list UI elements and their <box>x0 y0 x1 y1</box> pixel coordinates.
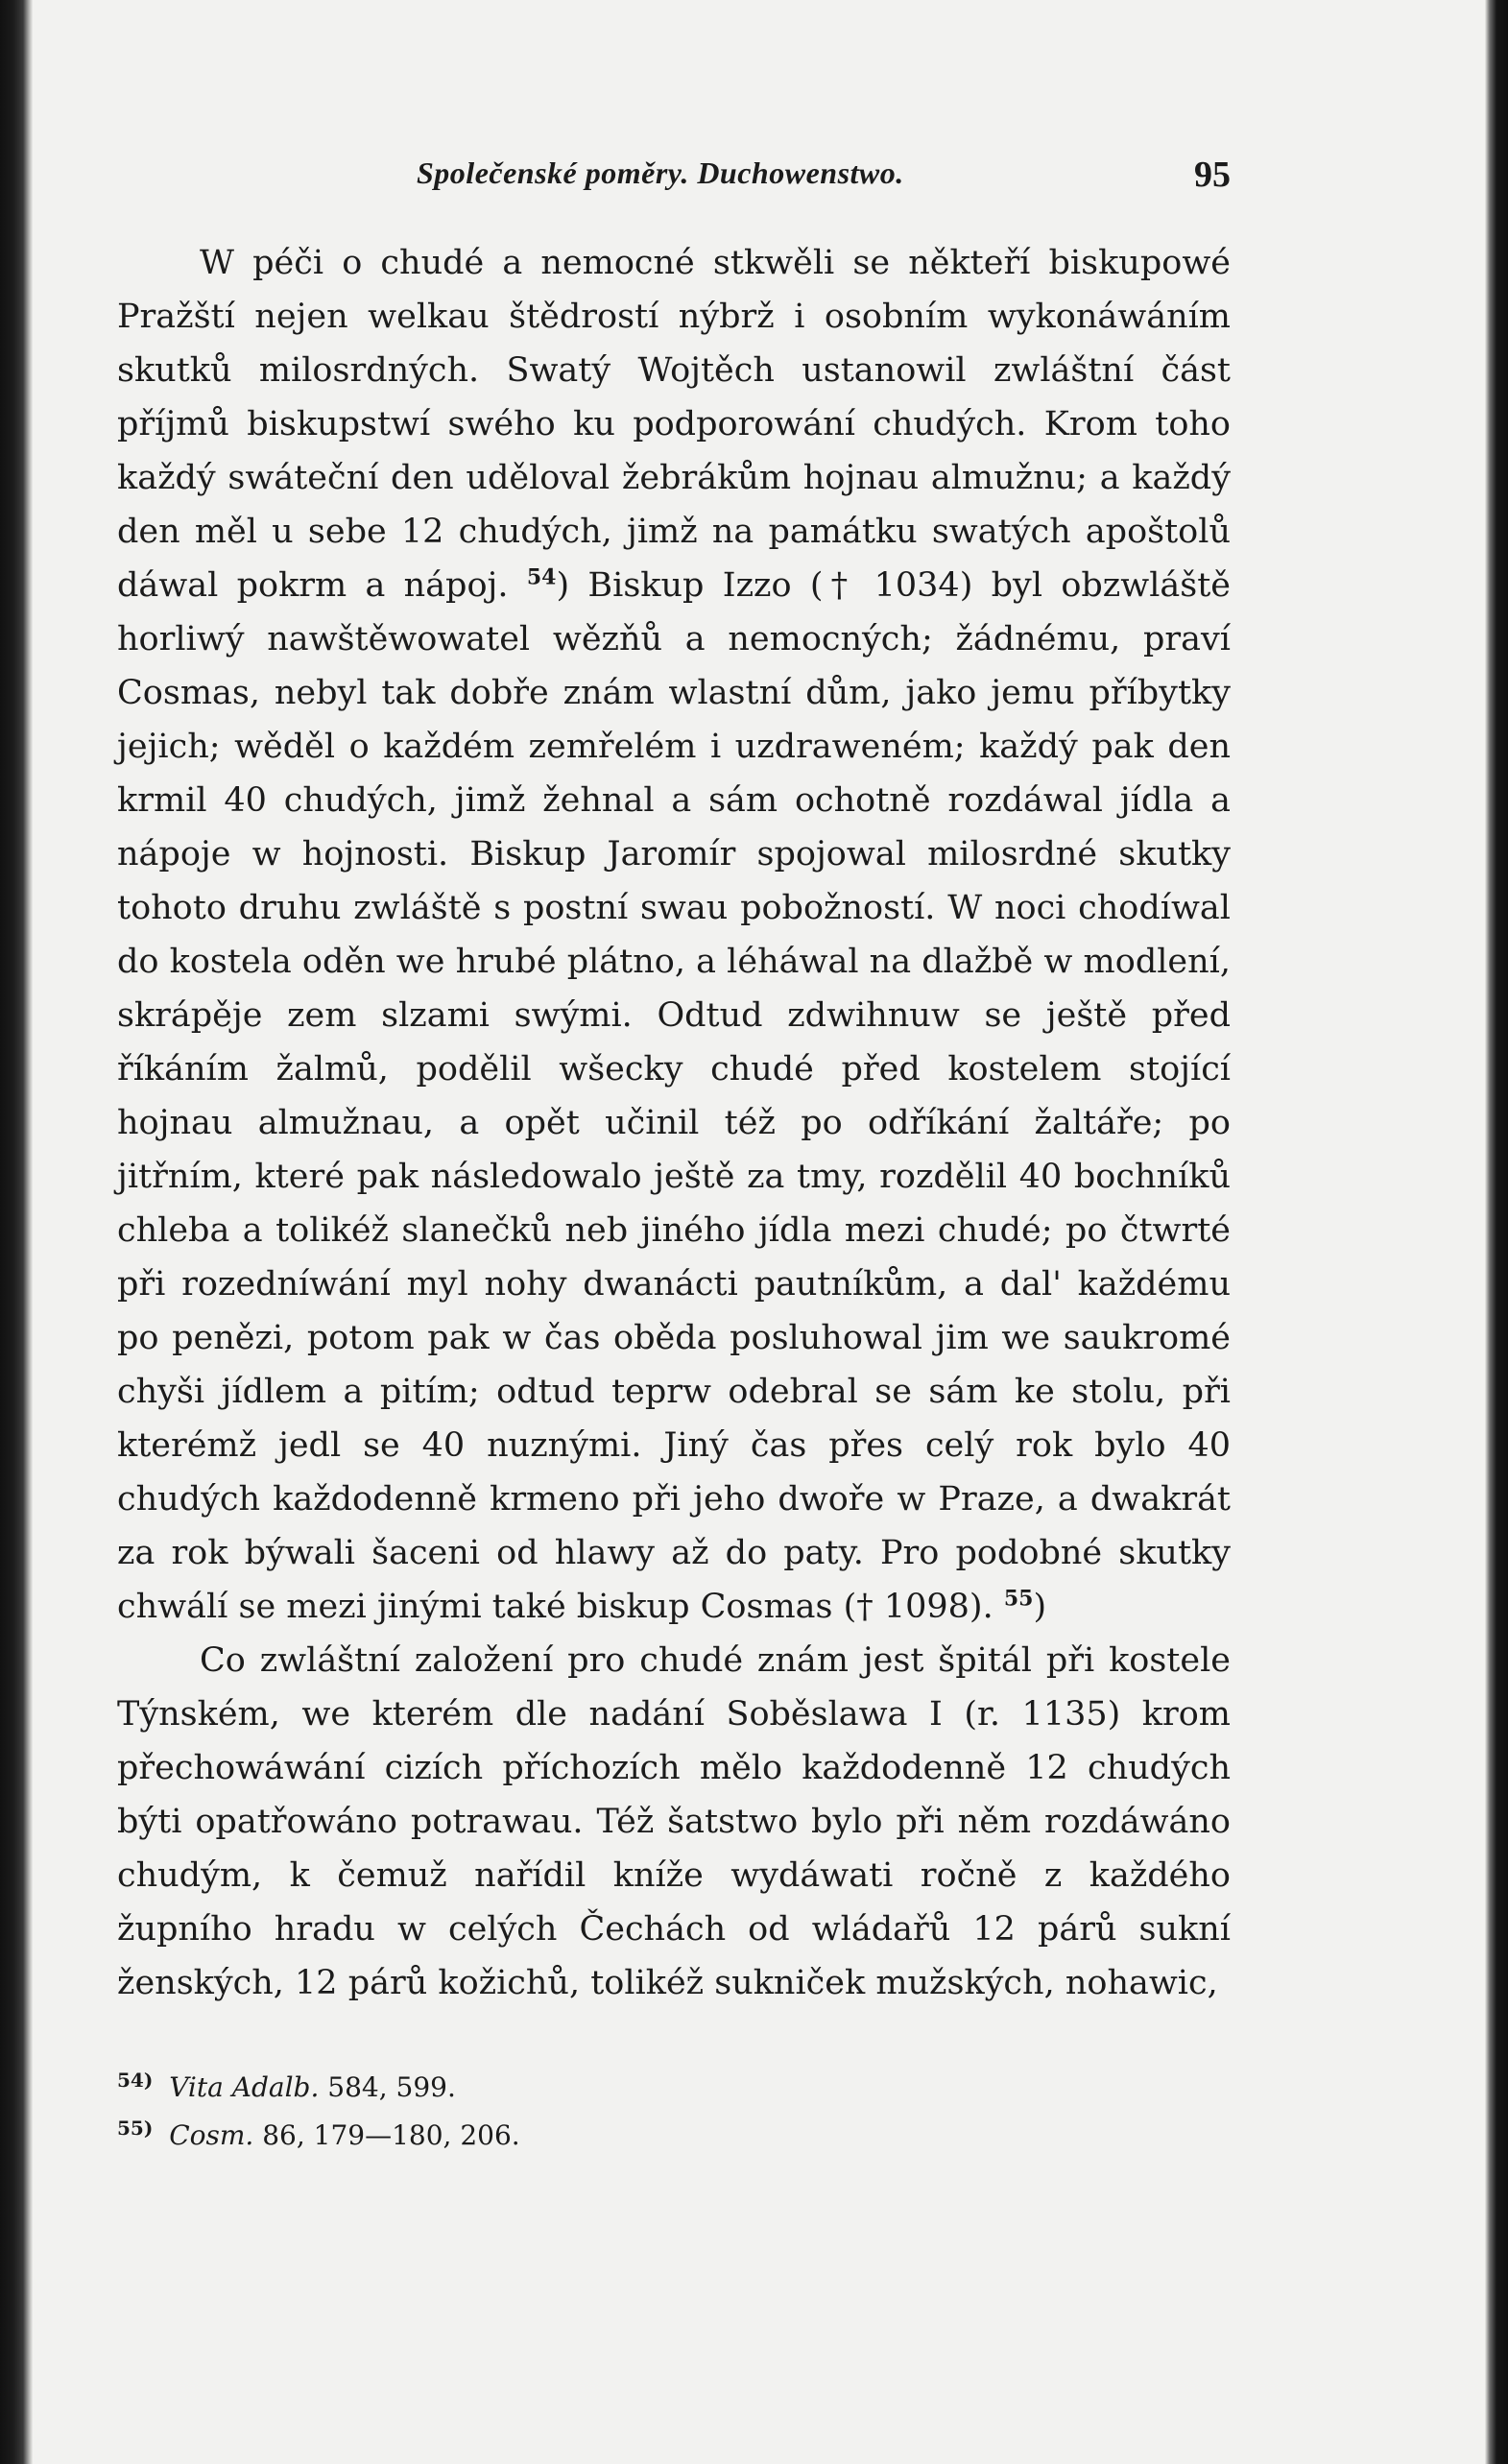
page-number: 95 <box>1194 155 1231 195</box>
paragraph-1-part-2: Biskup Izzo († 1034) byl obzwláště horliwý nawštěwowatel wězňů a nemocných; žádnému, praví Cosmas, nebyl tak dobře znám wlastní dům, jako jemu příbytky jejich; wěděl o každém zemřelém i uzdraweném; každý pak den krmil 40 chudých, jimž žehnal a sám ochotně rozdáwal jídla a nápoje w hojnosti. Biskup Jaromír spojowal milosrdné skutky tohoto druhu zwláště s postní swau pobožností. W noci chodíwal do kostela oděn we hrubé plátno, a léháwal na dlažbě w modlení, skrápěje zem slzami swými. Odtud zdwihnuw se ještě před říkáním žalmů, podělil wšecky chudé před kostelem stojící hojnau almužnau, a opět učinil též po odříkání žaltáře; po jitřním, které pak následowalo ještě za tmy, rozdělil 40 bochníků chleba a tolikéž slanečků neb jiného jídla mezi chudé; po čtwrté při rozedníwání myl nohy dwanácti pautníkům, a dal' každému po penězi, potom pak w čas oběda posluhowal jim we saukromé chyši jídlem a pitím; odtud teprw odebral se sám ke stolu, při kterémž jedl se 40 nuznými. Jiný čas přes celý rok bylo 40 chudých každodenně krmeno při jeho dwoře w Praze, a dwakrát za rok býwali šaceni od hlawy až do paty. Pro podobné skutky chwálí se mezi jinými také biskup Cosmas († 1098). <box>117 566 1231 1626</box>
book-binding-edge <box>0 0 33 2464</box>
page-right-edge <box>1485 0 1508 2464</box>
footnote-ref-54: 54 <box>526 564 557 590</box>
footnote-mark: 54) <box>117 2068 154 2092</box>
footnote-pages: 584, 599. <box>327 2071 456 2103</box>
footnote-source: Cosm. <box>169 2119 254 2151</box>
footnote-source: Vita Adalb. <box>169 2071 320 2103</box>
running-title: Společenské poměry. Duchowenstwo. <box>417 155 904 190</box>
paragraph-1: W péči o chudé a nemocné stkwěli se někteří biskupowé Pražští nejen welkau štědrostí nýbrž i osobním wykonáwáním skutků milosrdných. Swatý Wojtěch ustanowil zwláštní část příjmů biskupstwí swého ku podporowání chudých. Krom toho každý swáteční den uděloval žebrákům hojnau almužnu; a každý den měl u sebe 12 chudých, jimž na památku swatých apoštolů dáwal pokrm a nápoj. $^{54}$) Biskup Izzo († 1034) byl obzwláště horliwý nawštěwowatel wězňů a nemocných; žádnému, praví Cosmas, nebyl tak dobře znám wlastní dům, jako jemu příbytky jejich; wěděl o každém zemřelém i uzdraweném; každý pak den krmil 40 chudých, jimž žehnal a sám ochotně rozdáwal jídla a nápoje w hojnosti. Biskup Jaromír spojowal milosrdné skutky tohoto druhu zwláště s postní swau pobožností. W noci chodíwal do kostela oděn we hrubé plátno, a léháwal na dlažbě w modlení, skrápěje zem slzami swými. Odtud zdwihnuw se ještě před říkáním žalmů, podělil wšecky chudé před kostelem stojící hojnau almužnau, a opět učinil též po odříkání žaltáře; po jitřním, které pak následowalo ještě za tmy, rozdělil 40 bochníků chleba a tolikéž slanečků neb jiného jídla mezi chudé; po čtwrté při rozedníwání myl nohy dwanácti pautníkům, a dal' každému po penězi, potom pak w čas oběda posluhowal jim we saukromé chyši jídlem a pitím; odtud teprw odebral se sám ke stolu, při kterémž jedl se 40 nuznými. Jiný čas přes celý rok bylo 40 chudých každodenně krmeno při jeho dwoře w Praze, a dwakrát za rok býwali šaceni od hlawy až do paty. Pro podobné skutky chwálí se mezi jinými také biskup Cosmas († 1098). $^{55}$) <box>117 244 1231 1626</box>
paragraph-2: Co zwláštní založení pro chudé znám jest špitál při kostele Týnském, we kterém dle nadání Soběslawa I (r. 1135) krom přechowáwání cizích příchozích mělo každodenně 12 chudých býti opatřowáno potrawau. Též šatstwo bylo při něm rozdáwáno chudým, k čemuž nařídil kníže wydáwati ročně z každého župního hradu w celých Čechách od wládařů 12 párů sukní ženských, 12 párů kožichů, tolikéž sukniček mužských, nohawic, <box>117 1641 1231 2002</box>
footnote-55 <box>117 2112 1231 2160</box>
footnote-ref-55: 55 <box>1003 1586 1034 1612</box>
page-content <box>117 144 1231 2160</box>
footnote-pages: 86, 179—180, 206. <box>262 2119 520 2151</box>
footnote-mark: 55) <box>117 2116 154 2140</box>
footnotes <box>117 2064 1231 2160</box>
footnote-54 <box>117 2064 1231 2112</box>
running-head <box>117 144 1231 211</box>
body-text <box>117 236 1231 2010</box>
paragraph-1-part-1: W péči o chudé a nemocné stkwěli se někteří biskupowé Pražští nejen welkau štědrostí nýbrž i osobním wykonáwáním skutků milosrdných. Swatý Wojtěch ustanowil zwláštní část příjmů biskupstwí swého ku podporowání chudých. Krom toho každý swáteční den uděloval žebrákům hojnau almužnu; a každý den měl u sebe 12 chudých, jimž na památku swatých apoštolů dáwal pokrm a nápoj. <box>117 244 1231 605</box>
